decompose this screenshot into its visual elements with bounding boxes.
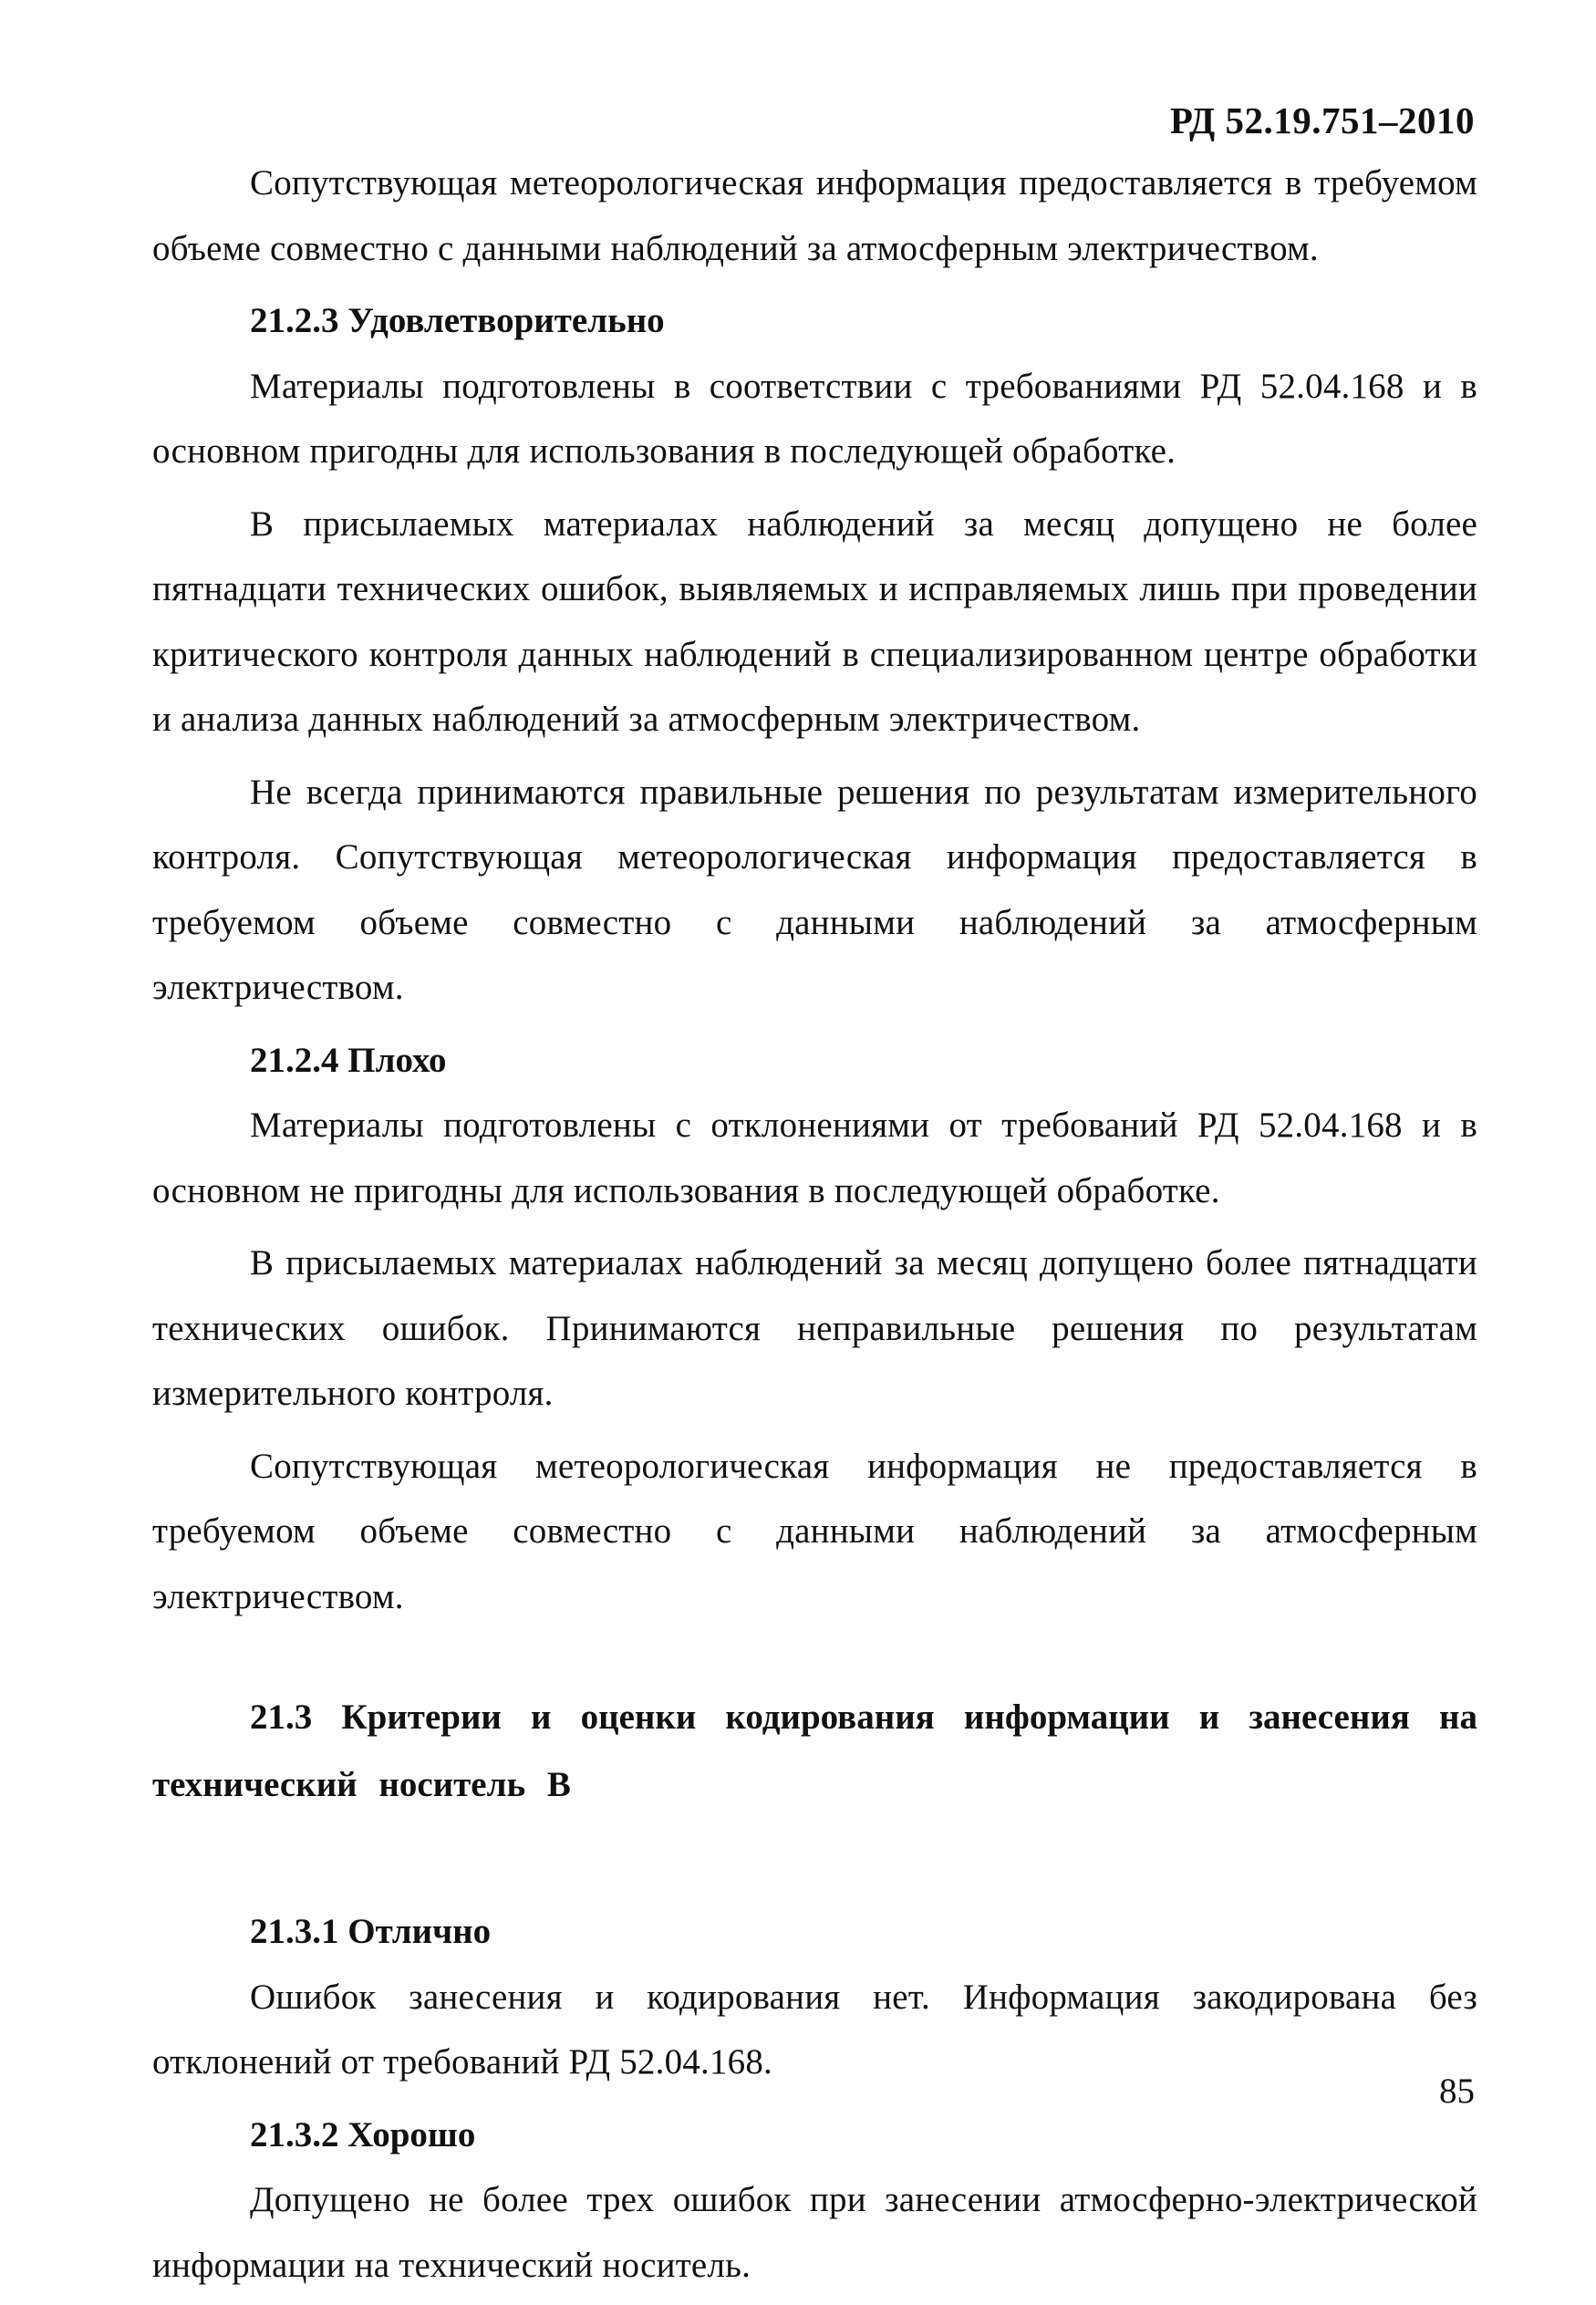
paragraph-excellent-coding: Ошибок занесения и кодирования нет. Информация закодирована без отклонений от требований РД 52.04.168. [152, 1977, 1477, 2082]
heading-21-3: 21.3 Критерии и оценки кодирования информации и занесения на технический носитель В [152, 1698, 1477, 1804]
paragraph-bad-accompanying-info: Сопутствующая метеорологическая информация не предоставляется в требуемом объеме совместно с данными наблюдений за атмосферным электричеством. [152, 1446, 1477, 1616]
paragraph-good-coding: Допущено не более трех ошибок при занесении атмосферно-электрической информации на технический носитель. [152, 2180, 1477, 2285]
heading-21-3-2: 21.3.2 Хорошо [250, 2114, 476, 2154]
heading-21-3-1: 21.3.1 Отлично [250, 1912, 492, 1951]
paragraph-bad-errors: В присылаемых материалах наблюдений за месяц допущено более пятнадцати технических ошибок. Принимаются неправильные решения по результатам измерительного контроля. [152, 1243, 1477, 1413]
heading-21-2-4: 21.2.4 Плохо [250, 1040, 447, 1080]
paragraph-satisfactory-control: Не всегда принимаются правильные решения по результатам измерительного контроля. Сопутствующая метеорологическая информация предоставляется в требуемом объеме совместно с данными наблюдений за атмосферным электричеством. [152, 772, 1477, 1007]
page-number: 85 [1439, 2071, 1475, 2111]
paragraph-accompanying-info: Сопутствующая метеорологическая информация предоставляется в требуемом объеме совместно с данными наблюдений за атмосферным электричеством. [152, 163, 1477, 268]
paragraph-bad-materials: Материалы подготовлены с отклонениями от требований РД 52.04.168 и в основном не пригодны для использования в последующей обработке. [152, 1106, 1477, 1210]
document-code-header: РД 52.19.751–2010 [1169, 99, 1475, 141]
heading-21-2-3: 21.2.3 Удовлетворительно [250, 301, 665, 340]
page-body [152, 151, 1477, 2305]
paragraph-satisfactory-errors: В присылаемых материалах наблюдений за месяц допущено не более пятнадцати технических ошибок, выявляемых и исправляемых лишь при проведении критического контроля данных наблюдений в специализированном центре обработки и анализа данных наблюдений за атмосферным электричеством. [152, 504, 1477, 739]
paragraph-satisfactory-materials: Материалы подготовлены в соответствии с требованиями РД 52.04.168 и в основном пригодны для использования в последующей обработке. [152, 366, 1477, 471]
